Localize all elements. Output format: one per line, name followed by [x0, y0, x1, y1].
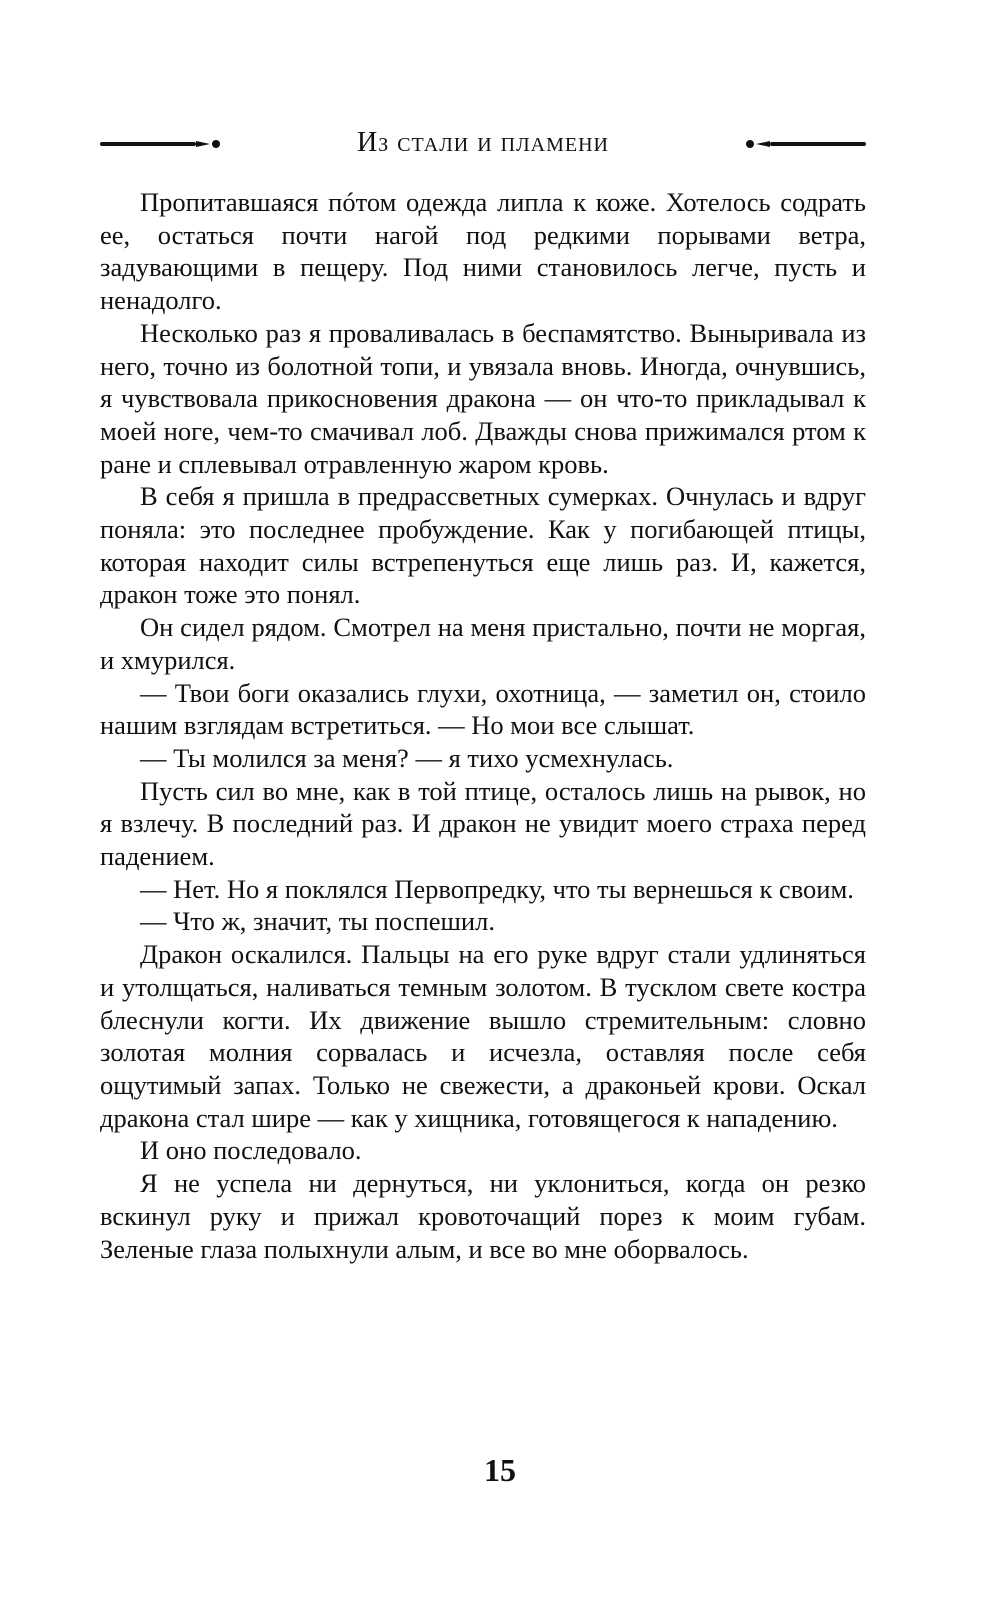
page-number: 15	[484, 1452, 516, 1488]
body-text	[100, 186, 866, 1265]
paragraph: И оно последовало.	[140, 1135, 362, 1166]
paragraph: — Нет. Но я поклялся Первопредку, что ты вернешься к своим.	[140, 873, 854, 904]
header-ornament-right	[746, 141, 866, 147]
paragraph: Я не успела ни дернуться, ни уклониться, когда он резко вскинул руку и прижал кровоточащий порез к моим губам. Зеленые глаза полыхнули алым, и все во мне оборвалось.	[100, 1168, 866, 1264]
paragraph: Пусть сил во мне, как в той птице, осталось лишь на рывок, но я взлечу. В последний раз. И дракон не увидит моего страха перед падением.	[100, 775, 866, 872]
paragraph: Несколько раз я проваливалась в беспамятство. Выныривала из него, точно из болотной топи, и увязала вновь. Иногда, очнувшись, я чувствовала прикосновения дракона — он что-то прикладывал к моей ноге, чем-то смачивал лоб. Дважды снова прижимался ртом к ране и сплевывал отравленную жаром кровь.	[100, 317, 866, 479]
paragraph: — Ты молился за меня? — я тихо усмехнулась.	[140, 742, 674, 773]
paragraph: Он сидел рядом. Смотрел на меня пристально, почти не моргая, и хмурился.	[100, 612, 866, 675]
paragraph: Дракон оскалился. Пальцы на его руке вдруг стали удлиняться и утолщаться, наливаться темным золотом. В тусклом свете костра блеснули когти. Их движение вышло стремительным: словно золотая молния сорвалась и исчезла, оставляя после себя ощутимый запах. Только не свежести, а драконьей крови. Оскал дракона стал шире — как у хищника, готовящегося к нападению.	[100, 939, 866, 1133]
paragraph: — Твои боги оказались глухи, охотница, — заметил он, стоило нашим взглядам встретиться. — Но мои все слышат.	[100, 677, 866, 741]
paragraph: В себя я пришла в предрассветных сумерках. Очнулась и вдруг поняла: это последнее пробуждение. Как у погибающей птицы, которая находит силы встрепенуться еще лишь раз. И, кажется, дракон тоже это понял.	[100, 481, 866, 610]
running-title: Из стали и пламени	[356, 127, 610, 158]
running-header	[100, 125, 866, 161]
paragraph: — Что ж, значит, ты поспешил.	[140, 906, 495, 937]
paragraph: Пропитавшаяся пóтом одежда липла к коже. Хотелось содрать ее, остаться почти нагой под редкими порывами ветра, задувающими в пещеру. Под ними становилось легче, пусть и ненадолго.	[100, 187, 866, 316]
